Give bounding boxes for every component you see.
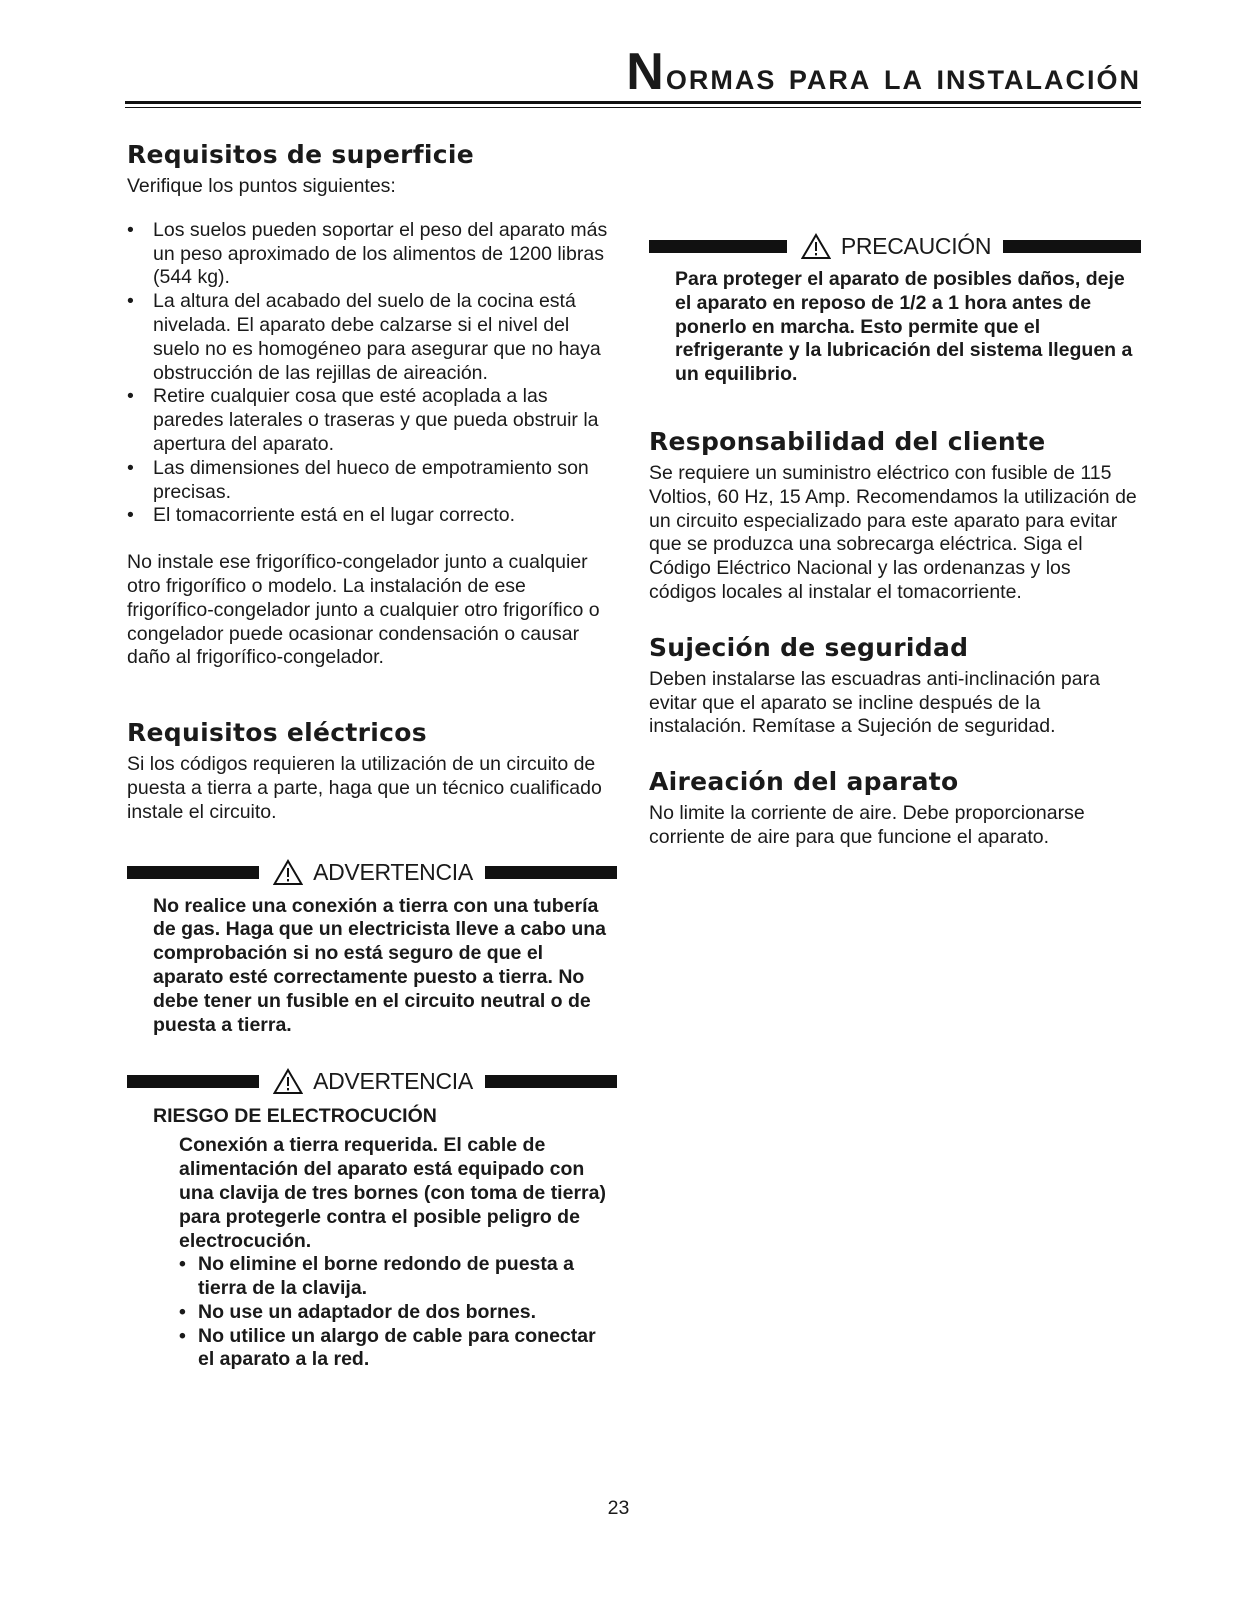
customer-responsibility-section — [649, 427, 1141, 605]
list-item: • El tomacorriente está en el lugar correcto. — [127, 504, 617, 528]
customer-responsibility-text: Se requiere un suministro eléctrico con fusible de 115 Voltios, 60 Hz, 15 Amp. Recomendamos la utilización de un circuito especializado para este aparato para evitar que se produzca una sobrecarga eléctrica. Siga el Código Eléctrico Nacional y las ordenanzas y los códigos locales al instalar el tomacorriente. — [649, 461, 1137, 603]
warning-bar-right — [485, 1075, 617, 1088]
list-item: • No elimine el borne redondo de puesta a tierra de la clavija. — [179, 1253, 617, 1301]
customer-responsibility-heading: Responsabilidad del cliente — [649, 426, 1046, 456]
warning-triangle-icon — [273, 1068, 303, 1095]
warning-text: No realice una conexión a tierra con una tubería de gas. Haga que un electricista lleve a cabo una comprobación si no está seguro de que el aparato esté correctamente puesto a tierra. No debe tener un fusible en el circuito neutral o de puesta a tierra. — [153, 894, 607, 1036]
warning-bar — [127, 1067, 617, 1095]
electrical-text: Si los códigos requieren la utilización de un circuito de puesta a tierra a parte, haga que un técnico cualificado instale el circuito. — [127, 753, 602, 823]
ventilation-section — [649, 767, 1141, 850]
warning-bar — [127, 859, 617, 887]
warning-label-text: ADVERTENCIA — [313, 859, 473, 886]
safety-fastening-section — [649, 633, 1141, 739]
safety-fastening-text: Deben instalarse las escuadras anti-inclinación para evitar que el aparato se incline después de la instalación. Remítase a Sujeción de seguridad. — [649, 667, 1100, 738]
ventilation-text: No limite la corriente de aire. Debe proporcionarse corriente de aire para que funcione el aparato. — [649, 802, 1085, 848]
electrical-requirements-heading: Requisitos eléctricos — [127, 718, 427, 748]
list-item: • Los suelos pueden soportar el peso del aparato más un peso aproximado de los alimentos de 1200 libras (544 kg). — [127, 219, 617, 290]
right-column — [649, 232, 1141, 850]
warning-label-text: ADVERTENCIA — [313, 1067, 473, 1094]
caution-text: Para proteger el aparato de posibles daños, deje el aparato en reposo de 1/2 a 1 hora antes de ponerlo en marcha. Esto permite que el refrigerante y la lubricación del sistema lleguen a un equilibrio. — [675, 268, 1133, 386]
risk-bullet-list — [179, 1253, 617, 1372]
warning-triangle-icon — [801, 233, 831, 260]
list-item: • Las dimensiones del hueco de empotramiento son precisas. — [127, 457, 617, 505]
list-item: • No utilice un alargo de cable para conectar el aparato a la red. — [179, 1325, 617, 1373]
ventilation-heading: Aireación del aparato — [649, 767, 959, 797]
warning-body — [127, 895, 617, 1038]
surface-requirements-section — [127, 140, 617, 670]
warning-label — [259, 1068, 485, 1095]
surface-note: No instale ese frigorífico-congelador junto a cualquier otro frigorífico o modelo. La instalación de ese frigorífico-congelador junto a cualquier otro frigorífico o congelador puede ocasionar condensación o causar daño al frigorífico-congelador. — [127, 551, 600, 669]
safety-fastening-heading: Sujeción de seguridad — [649, 632, 969, 662]
caution-bar-right — [1003, 240, 1141, 253]
left-column — [127, 140, 617, 1372]
title-rule — [125, 101, 1141, 104]
warning-bar-right — [485, 866, 617, 879]
caution-bar-left — [649, 240, 787, 253]
caution-body — [649, 268, 1141, 387]
warning-box-1 — [127, 859, 617, 1038]
caution-bar — [649, 232, 1141, 260]
list-item: • La altura del acabado del suelo de la cocina está nivelada. El aparato debe calzarse si el nivel del suelo no es homogéneo para asegurar que no haya obstrucción de las rejillas de aireación. — [127, 290, 617, 385]
warning-box-2 — [127, 1067, 617, 1372]
list-item: • No use un adaptador de dos bornes. — [179, 1301, 617, 1325]
caution-label — [787, 233, 1003, 260]
electrical-requirements-section — [127, 718, 617, 824]
warning-bar-left — [127, 1075, 259, 1088]
page-title: Normas para la instalación — [626, 43, 1141, 101]
caution-box — [649, 232, 1141, 387]
risk-text: Conexión a tierra requerida. El cable de alimentación del aparato está equipado con una clavija de tres bornes (con toma de tierra) para protegerle contra el posible peligro de electrocución. — [179, 1134, 606, 1252]
risk-body — [127, 1134, 617, 1372]
caution-label-text: PRECAUCIÓN — [840, 232, 992, 259]
warning-bar-left — [127, 866, 259, 879]
surface-intro: Verifique los puntos siguientes: — [127, 175, 396, 197]
list-item: • Retire cualquier cosa que esté acoplada a las paredes laterales o traseras y que pueda obstruir la apertura del aparato. — [127, 385, 617, 456]
surface-requirements-heading: Requisitos de superficie — [127, 140, 475, 169]
surface-bullet-list — [127, 219, 617, 528]
page-number: 23 — [607, 1497, 630, 1519]
risk-title: RIESGO DE ELECTROCUCIÓN — [153, 1105, 437, 1128]
warning-triangle-icon — [273, 859, 303, 886]
warning-label — [259, 859, 485, 886]
